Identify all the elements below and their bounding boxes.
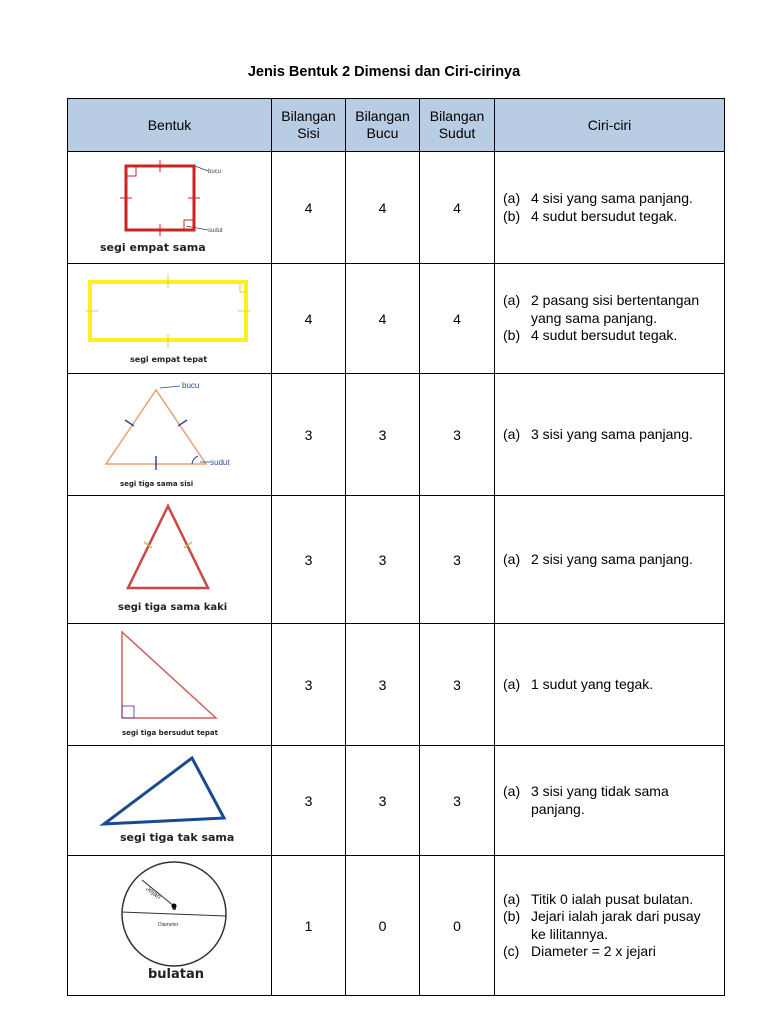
header-row xyxy=(68,99,725,152)
bucu-value: 3 xyxy=(346,624,420,746)
scalene-figure xyxy=(68,746,271,855)
ciri-text: 2 sisi yang sama panjang. xyxy=(531,550,693,567)
sudut-annotation: sudut xyxy=(210,458,230,467)
bucu-value: 0 xyxy=(346,856,420,996)
sisi-value: 3 xyxy=(272,624,346,746)
ciri-text: 3 sisi yang sama panjang. xyxy=(531,425,693,442)
shape-cell-rectangle xyxy=(68,264,272,374)
header-bentuk: Bentuk xyxy=(68,99,272,152)
sisi-value: 4 xyxy=(272,264,346,374)
isosceles-figure xyxy=(68,496,271,623)
bucu-value: 4 xyxy=(346,264,420,374)
ciri-cell: (a) 4 sisi yang sama panjang. (b) 4 sudut bersudut tegak. xyxy=(495,152,725,264)
right-triangle-figure xyxy=(68,624,271,745)
shape-label: segi tiga sama kaki xyxy=(118,602,228,613)
sudut-value: 3 xyxy=(420,374,495,496)
shape-cell-circle xyxy=(68,856,272,996)
shape-cell-scalene xyxy=(68,746,272,856)
header-sisi: Bilangan Sisi xyxy=(272,99,346,152)
ciri-text: 3 sisi yang tidak sama panjang. xyxy=(531,783,669,817)
ciri-cell: (a) 2 sisi yang sama panjang. xyxy=(495,496,725,624)
bucu-value: 3 xyxy=(346,374,420,496)
square-figure xyxy=(68,152,271,263)
sisi-value: 3 xyxy=(272,374,346,496)
shape-label: segi tiga tak sama xyxy=(120,831,235,844)
sudut-value: 3 xyxy=(420,624,495,746)
ciri-cell: (a) Titik 0 ialah pusat bulatan. (b) Jejari ialah jarak dari pusay ke lilitannya. (c) Diameter = 2 x jejari xyxy=(495,856,725,996)
sisi-value: 4 xyxy=(272,152,346,264)
sudut-annotation: sudut xyxy=(208,228,223,234)
shape-label: bulatan xyxy=(148,967,205,982)
equilateral-figure xyxy=(68,374,271,495)
table-row xyxy=(68,264,725,374)
ciri-text: 2 pasang sisi bertentangan yang sama panjang. xyxy=(531,292,700,326)
sudut-value: 3 xyxy=(420,496,495,624)
header-sudut: Bilangan Sudut xyxy=(420,99,495,152)
ciri-cell: (a) 2 pasang sisi bertentangan yang sama panjang. (b) 4 sudut bersudut tegak. xyxy=(495,264,725,374)
ciri-text: Jejari ialah jarak dari pusay ke lilitannya. xyxy=(531,908,701,942)
ciri-cell: (a) 3 sisi yang sama panjang. xyxy=(495,374,725,496)
table-row xyxy=(68,624,725,746)
page-title: Jenis Bentuk 2 Dimensi dan Ciri-cirinya xyxy=(247,64,521,80)
diameter-annotation: Diameter xyxy=(158,922,179,928)
ciri-cell: (a) 1 sudut yang tegak. xyxy=(495,624,725,746)
sisi-value: 3 xyxy=(272,746,346,856)
shape-cell-isosceles xyxy=(68,496,272,624)
table-row xyxy=(68,496,725,624)
sudut-value: 3 xyxy=(420,746,495,856)
bucu-annotation: bucu xyxy=(208,169,222,175)
sisi-value: 1 xyxy=(272,856,346,996)
sudut-value: 4 xyxy=(420,152,495,264)
table-row xyxy=(68,152,725,264)
shape-label: segi tiga bersudut tepat xyxy=(122,729,218,737)
shape-label: segi empat tepat xyxy=(130,355,208,364)
rectangle-figure xyxy=(68,264,271,373)
ciri-text: Diameter = 2 x jejari xyxy=(531,943,656,959)
bucu-annotation: bucu xyxy=(182,381,200,390)
shape-label: segi empat sama xyxy=(100,241,206,254)
shape-label: segi tiga sama sisi xyxy=(120,480,194,488)
sudut-value: 0 xyxy=(420,856,495,996)
shape-cell-square xyxy=(68,152,272,264)
ciri-cell: (a) 3 sisi yang tidak sama panjang. xyxy=(495,746,725,856)
jejari-annotation: Jejari xyxy=(144,885,162,901)
sisi-value: 3 xyxy=(272,496,346,624)
shape-cell-equilateral xyxy=(68,374,272,496)
ciri-text: 4 sudut bersudut tegak. xyxy=(531,327,678,344)
center-annotation: 0 xyxy=(172,903,177,912)
ciri-text: 4 sisi yang sama panjang. xyxy=(531,190,693,206)
table-row xyxy=(68,374,725,496)
ciri-text: 1 sudut yang tegak. xyxy=(531,675,654,692)
shape-cell-right-triangle xyxy=(68,624,272,746)
circle-figure xyxy=(68,856,271,995)
table-row xyxy=(68,856,725,996)
sudut-value: 4 xyxy=(420,264,495,374)
bucu-value: 3 xyxy=(346,746,420,856)
ciri-text: Titik 0 ialah pusat bulatan. xyxy=(531,890,694,907)
bucu-value: 4 xyxy=(346,152,420,264)
bucu-value: 3 xyxy=(346,496,420,624)
header-bucu: Bilangan Bucu xyxy=(346,99,420,152)
header-ciri: Ciri-ciri xyxy=(495,99,725,152)
shapes-table xyxy=(67,98,725,996)
ciri-text: 4 sudut bersudut tegak. xyxy=(531,207,678,224)
table-row xyxy=(68,746,725,856)
